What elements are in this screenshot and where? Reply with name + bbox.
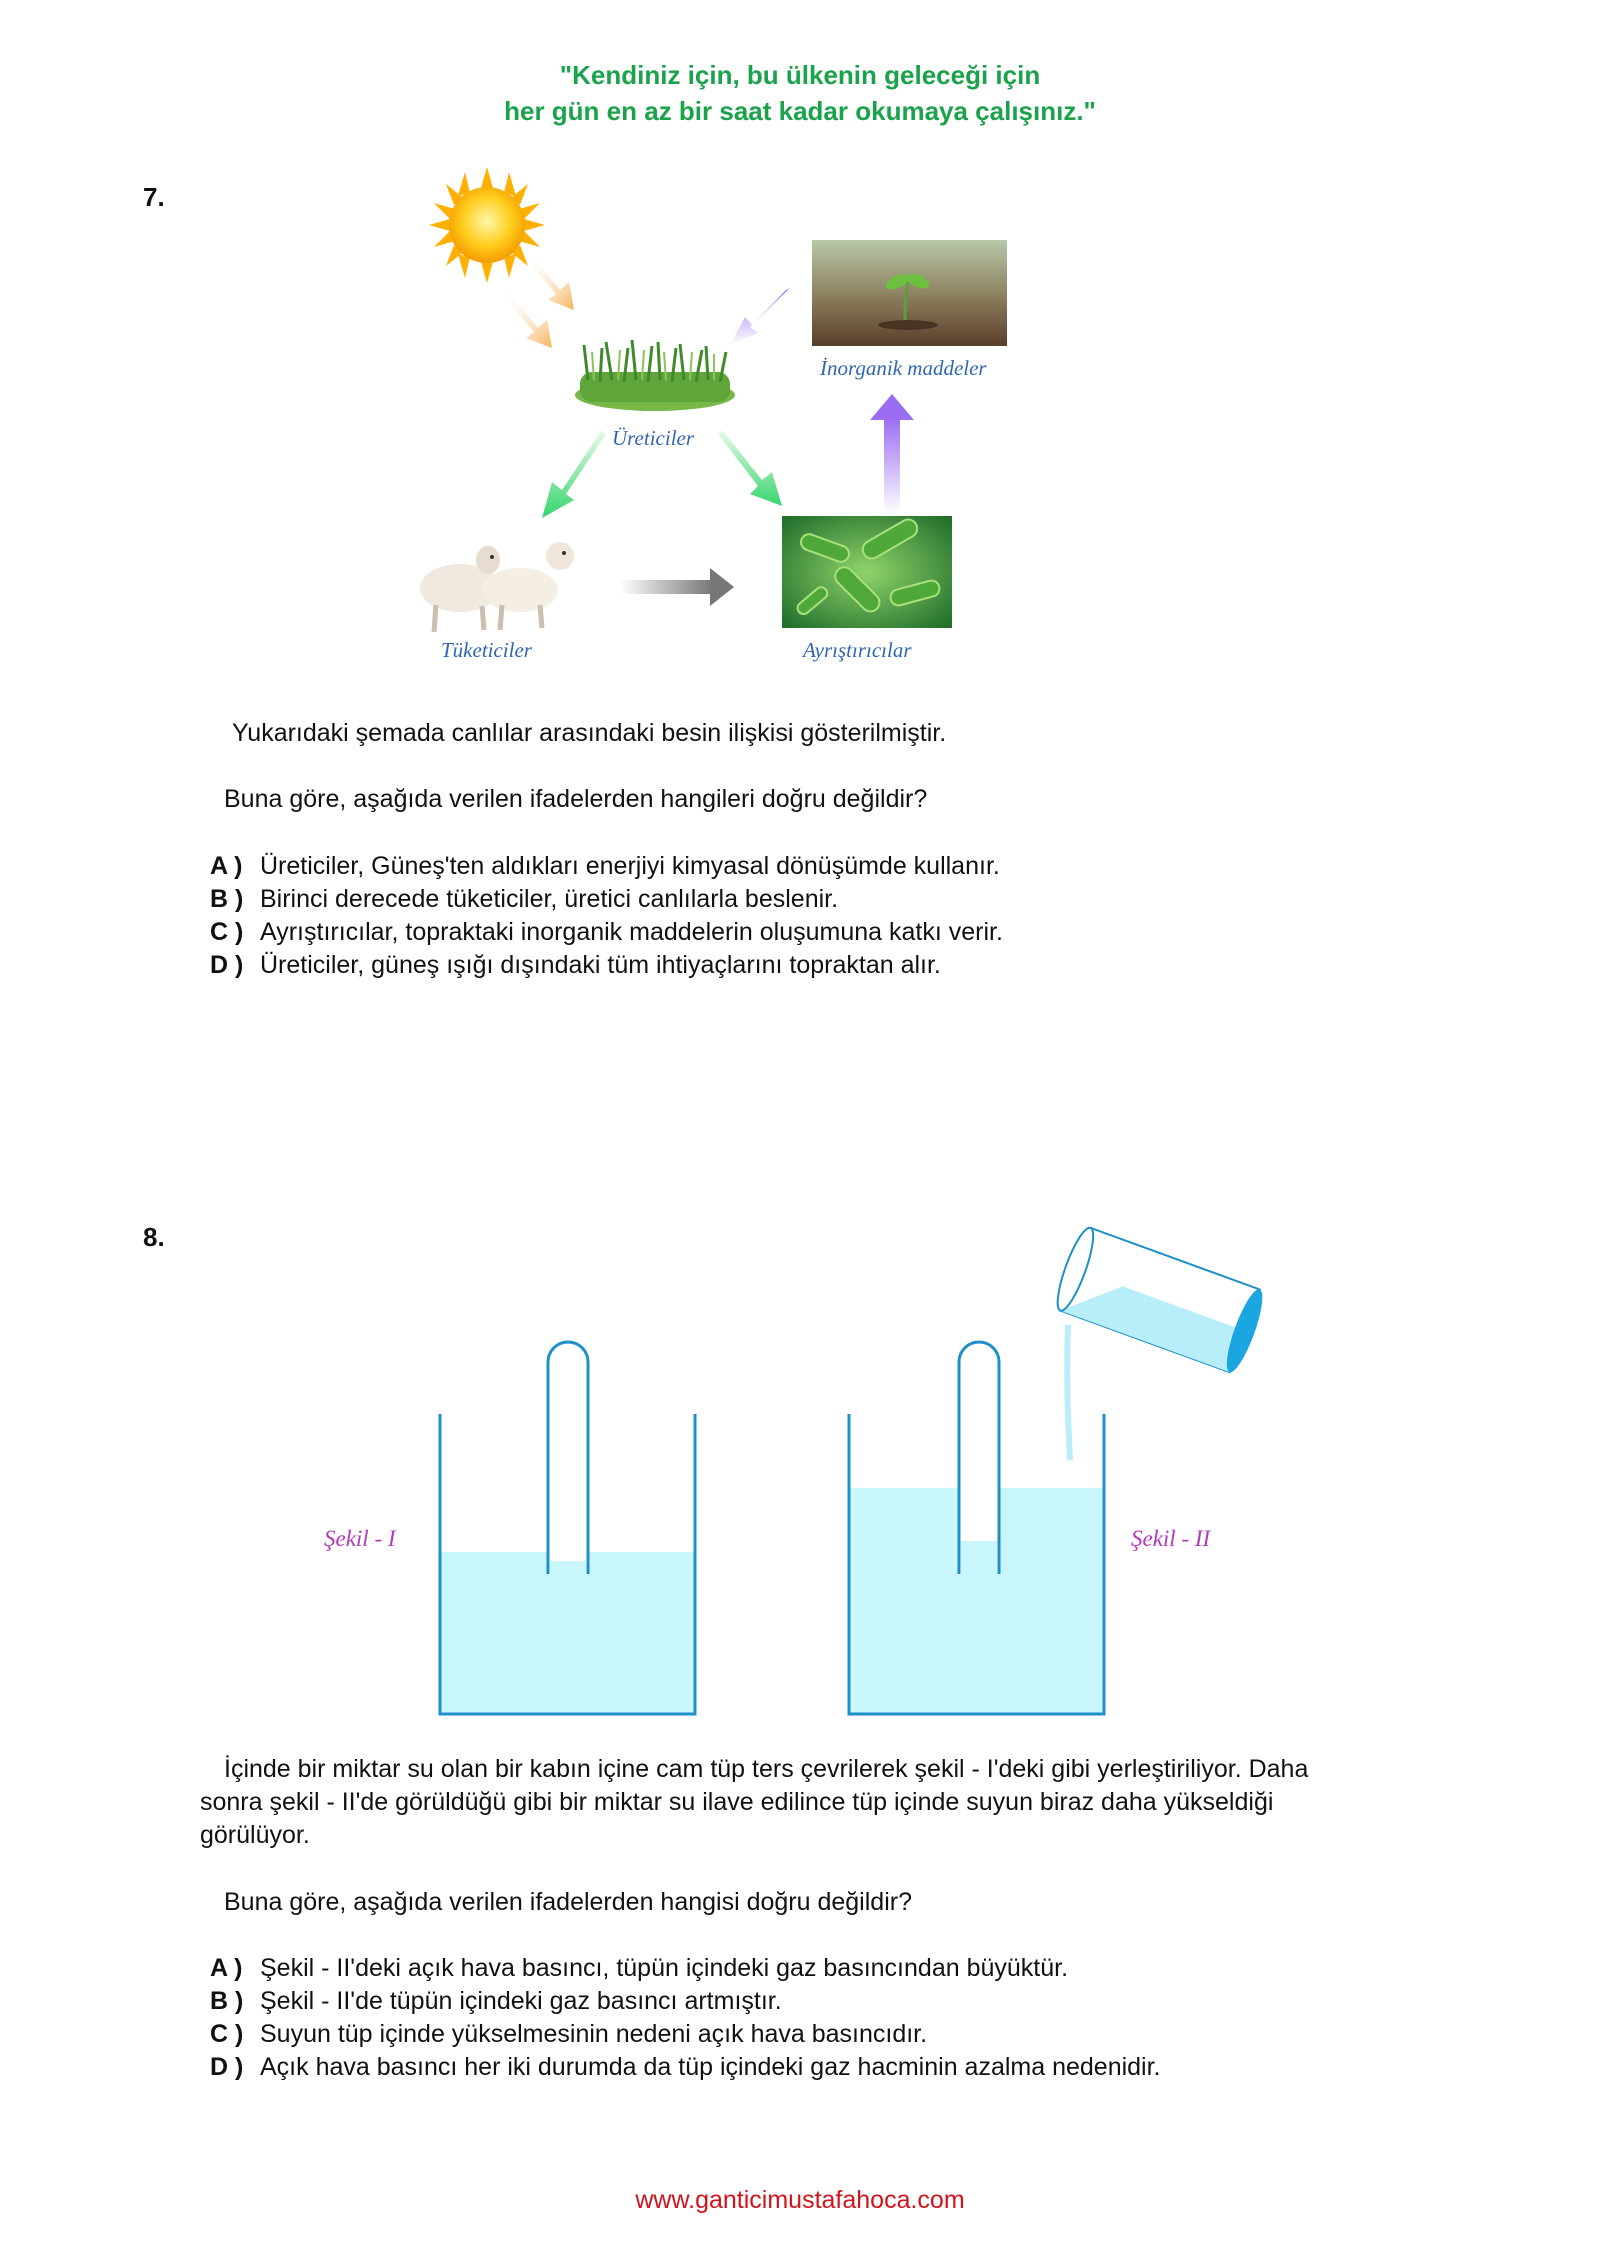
option-letter: C ) — [210, 2020, 244, 2048]
question-7-number: 7. — [143, 182, 165, 212]
option-text: Ayrıştırıcılar, topraktaki inorganik maddelerin oluşumuna katkı verir. — [260, 918, 1003, 946]
option-text: Şekil - II'deki açık hava basıncı, tüpün içindeki gaz basıncından büyüktür. — [260, 1954, 1069, 1982]
option-letter: D ) — [210, 2053, 244, 2081]
intro-line-2: sonra şekil - II'de görüldüğü gibi bir miktar su ilave edilince tüp içinde suyun biraz daha yükseldiği — [200, 1788, 1274, 1816]
question-8-options — [210, 1952, 1161, 2084]
consumers-label: Tüketiciler — [441, 638, 532, 662]
option-d[interactable] — [210, 2051, 1161, 2084]
question-8-prompt: Buna göre, aşağıda verilen ifadelerden hangisi doğru değildir? — [224, 1888, 912, 1916]
option-a[interactable] — [210, 1952, 1161, 1985]
inorganic-matter-label: İnorganik maddeler — [820, 356, 987, 380]
question-7-prompt: Buna göre, aşağıda verilen ifadelerden hangileri doğru değildir? — [224, 785, 928, 813]
decomposers-label: Ayrıştırıcılar — [803, 638, 912, 662]
pouring-beaker — [1051, 1224, 1269, 1375]
option-text: Üreticiler, güneş ışığı dışındaki tüm ihtiyaçlarını topraktan alır. — [260, 951, 941, 979]
option-letter: A ) — [210, 1954, 243, 1982]
question-8-intro — [200, 1753, 1460, 1852]
option-b[interactable] — [210, 1985, 1161, 2018]
question-8-number: 8. — [143, 1222, 165, 1252]
figure-2-tube — [959, 1342, 999, 1574]
footer-website-link[interactable]: www.ganticimustafahoca.com — [635, 2186, 965, 2214]
option-text: Birinci derecede tüketiciler, üretici canlılarla beslenir. — [260, 885, 839, 913]
option-c[interactable] — [210, 2018, 1161, 2051]
figure-1-label: Şekil - I — [324, 1526, 396, 1551]
option-letter: C ) — [210, 918, 244, 946]
header-quote-line1: "Kendiniz için, bu ülkenin geleceği için — [559, 60, 1041, 90]
producers-label: Üreticiler — [612, 426, 695, 450]
option-text: Açık hava basıncı her iki durumda da tüp içindeki gaz hacminin azalma nedenidir. — [260, 2053, 1161, 2081]
option-letter: A ) — [210, 852, 243, 880]
intro-line-3: görülüyor. — [200, 1821, 310, 1849]
option-letter: B ) — [210, 1987, 244, 2015]
figure-1-tube — [548, 1342, 588, 1574]
intro-line-1: İçinde bir miktar su olan bir kabın içine cam tüp ters çevrilerek şekil - I'deki gibi yerleştiriliyor. Daha — [224, 1755, 1309, 1783]
option-letter: B ) — [210, 885, 244, 913]
option-text: Üreticiler, Güneş'ten aldıkları enerjiyi kimyasal dönüşümde kullanır. — [260, 852, 1000, 880]
header-quote-line2: her gün en az bir saat kadar okumaya çalışınız." — [504, 96, 1096, 126]
option-text: Suyun tüp içinde yükselmesinin nedeni açık hava basıncıdır. — [260, 2020, 928, 2048]
question-7-intro: Yukarıdaki şemada canlılar arasındaki besin ilişkisi gösterilmiştir. — [232, 719, 947, 747]
option-letter: D ) — [210, 951, 244, 979]
option-text: Şekil - II'de tüpün içindeki gaz basıncı artmıştır. — [260, 1987, 782, 2015]
figure-2-label: Şekil - II — [1131, 1526, 1211, 1551]
water-stream — [1067, 1325, 1070, 1460]
